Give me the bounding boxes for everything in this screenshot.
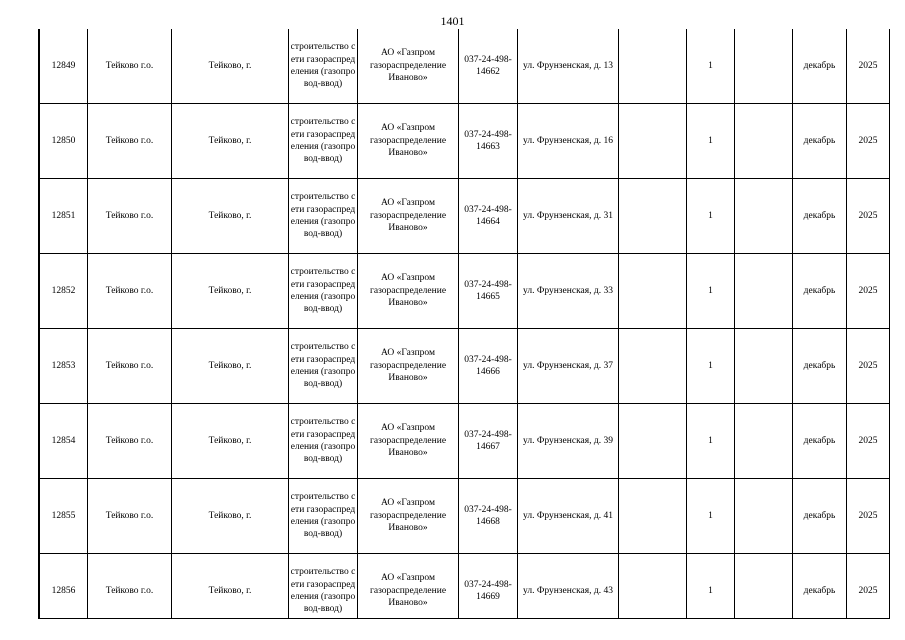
address-cell: ул. Фрунзенская, д. 37 [518,329,619,404]
row-id-cell: 12854 [40,404,88,479]
registry-code-cell: 037-24-498-14669 [459,554,518,620]
registry-code-cell: 037-24-498-14664 [459,179,518,254]
row-id-cell: 12852 [40,254,88,329]
municipality-cell: Тейково г.о. [88,554,172,620]
purpose-cell: строительство сети газораспределения (газопровод-ввод) [289,179,358,254]
row-id-cell: 12850 [40,104,88,179]
organization-cell: АО «Газпром газораспределение Иваново» [358,254,459,329]
register-table-container [38,29,890,619]
month-cell: декабрь [793,404,847,479]
locality-cell: Тейково, г. [172,479,289,554]
year-cell: 2025 [847,29,890,104]
registry-code-cell: 037-24-498-14663 [459,104,518,179]
municipality-cell: Тейково г.о. [88,254,172,329]
table-row [40,479,890,554]
count-cell: 1 [687,404,735,479]
empty-cell [735,254,793,329]
registry-code-cell: 037-24-498-14666 [459,329,518,404]
table-row [40,554,890,620]
empty-cell [735,104,793,179]
municipality-cell: Тейково г.о. [88,179,172,254]
count-cell: 1 [687,329,735,404]
page-number: 1401 [440,14,465,28]
empty-cell [735,179,793,254]
locality-cell: Тейково, г. [172,329,289,404]
count-cell: 1 [687,104,735,179]
municipality-cell: Тейково г.о. [88,479,172,554]
empty-cell [619,179,687,254]
count-cell: 1 [687,179,735,254]
table-row [40,104,890,179]
purpose-cell: строительство сети газораспределения (газопровод-ввод) [289,329,358,404]
row-id-cell: 12856 [40,554,88,620]
table-row [40,254,890,329]
municipality-cell: Тейково г.о. [88,329,172,404]
count-cell: 1 [687,554,735,620]
organization-cell: АО «Газпром газораспределение Иваново» [358,29,459,104]
year-cell: 2025 [847,479,890,554]
empty-cell [619,329,687,404]
empty-cell [735,554,793,620]
month-cell: декабрь [793,179,847,254]
organization-cell: АО «Газпром газораспределение Иваново» [358,404,459,479]
month-cell: декабрь [793,254,847,329]
row-id-cell: 12853 [40,329,88,404]
registry-code-cell: 037-24-498-14668 [459,479,518,554]
registry-code-cell: 037-24-498-14665 [459,254,518,329]
registry-code-cell: 037-24-498-14662 [459,29,518,104]
year-cell: 2025 [847,104,890,179]
empty-cell [735,479,793,554]
year-cell: 2025 [847,254,890,329]
address-cell: ул. Фрунзенская, д. 16 [518,104,619,179]
empty-cell [735,329,793,404]
empty-cell [619,254,687,329]
purpose-cell: строительство сети газораспределения (газопровод-ввод) [289,479,358,554]
table-row [40,179,890,254]
municipality-cell: Тейково г.о. [88,29,172,104]
registry-code-cell: 037-24-498-14667 [459,404,518,479]
month-cell: декабрь [793,554,847,620]
organization-cell: АО «Газпром газораспределение Иваново» [358,479,459,554]
empty-cell [619,554,687,620]
empty-cell [619,404,687,479]
organization-cell: АО «Газпром газораспределение Иваново» [358,104,459,179]
address-cell: ул. Фрунзенская, д. 31 [518,179,619,254]
table-row [40,29,890,104]
table-row [40,404,890,479]
locality-cell: Тейково, г. [172,104,289,179]
register-table [39,29,890,619]
year-cell: 2025 [847,554,890,620]
row-id-cell: 12849 [40,29,88,104]
address-cell: ул. Фрунзенская, д. 41 [518,479,619,554]
purpose-cell: строительство сети газораспределения (газопровод-ввод) [289,104,358,179]
empty-cell [619,29,687,104]
month-cell: декабрь [793,479,847,554]
empty-cell [735,29,793,104]
empty-cell [619,479,687,554]
purpose-cell: строительство сети газораспределения (газопровод-ввод) [289,404,358,479]
empty-cell [619,104,687,179]
organization-cell: АО «Газпром газораспределение Иваново» [358,554,459,620]
table-body [40,29,890,619]
row-id-cell: 12851 [40,179,88,254]
municipality-cell: Тейково г.о. [88,104,172,179]
locality-cell: Тейково, г. [172,29,289,104]
locality-cell: Тейково, г. [172,404,289,479]
month-cell: декабрь [793,329,847,404]
address-cell: ул. Фрунзенская, д. 13 [518,29,619,104]
locality-cell: Тейково, г. [172,554,289,620]
purpose-cell: строительство сети газораспределения (газопровод-ввод) [289,254,358,329]
municipality-cell: Тейково г.о. [88,404,172,479]
address-cell: ул. Фрунзенская, д. 33 [518,254,619,329]
month-cell: декабрь [793,29,847,104]
locality-cell: Тейково, г. [172,254,289,329]
table-row [40,329,890,404]
year-cell: 2025 [847,179,890,254]
row-id-cell: 12855 [40,479,88,554]
organization-cell: АО «Газпром газораспределение Иваново» [358,179,459,254]
organization-cell: АО «Газпром газораспределение Иваново» [358,329,459,404]
address-cell: ул. Фрунзенская, д. 39 [518,404,619,479]
month-cell: декабрь [793,104,847,179]
count-cell: 1 [687,479,735,554]
address-cell: ул. Фрунзенская, д. 43 [518,554,619,620]
locality-cell: Тейково, г. [172,179,289,254]
empty-cell [735,404,793,479]
year-cell: 2025 [847,329,890,404]
purpose-cell: строительство сети газораспределения (газопровод-ввод) [289,29,358,104]
year-cell: 2025 [847,404,890,479]
count-cell: 1 [687,254,735,329]
purpose-cell: строительство сети газораспределения (газопровод-ввод) [289,554,358,620]
count-cell: 1 [687,29,735,104]
